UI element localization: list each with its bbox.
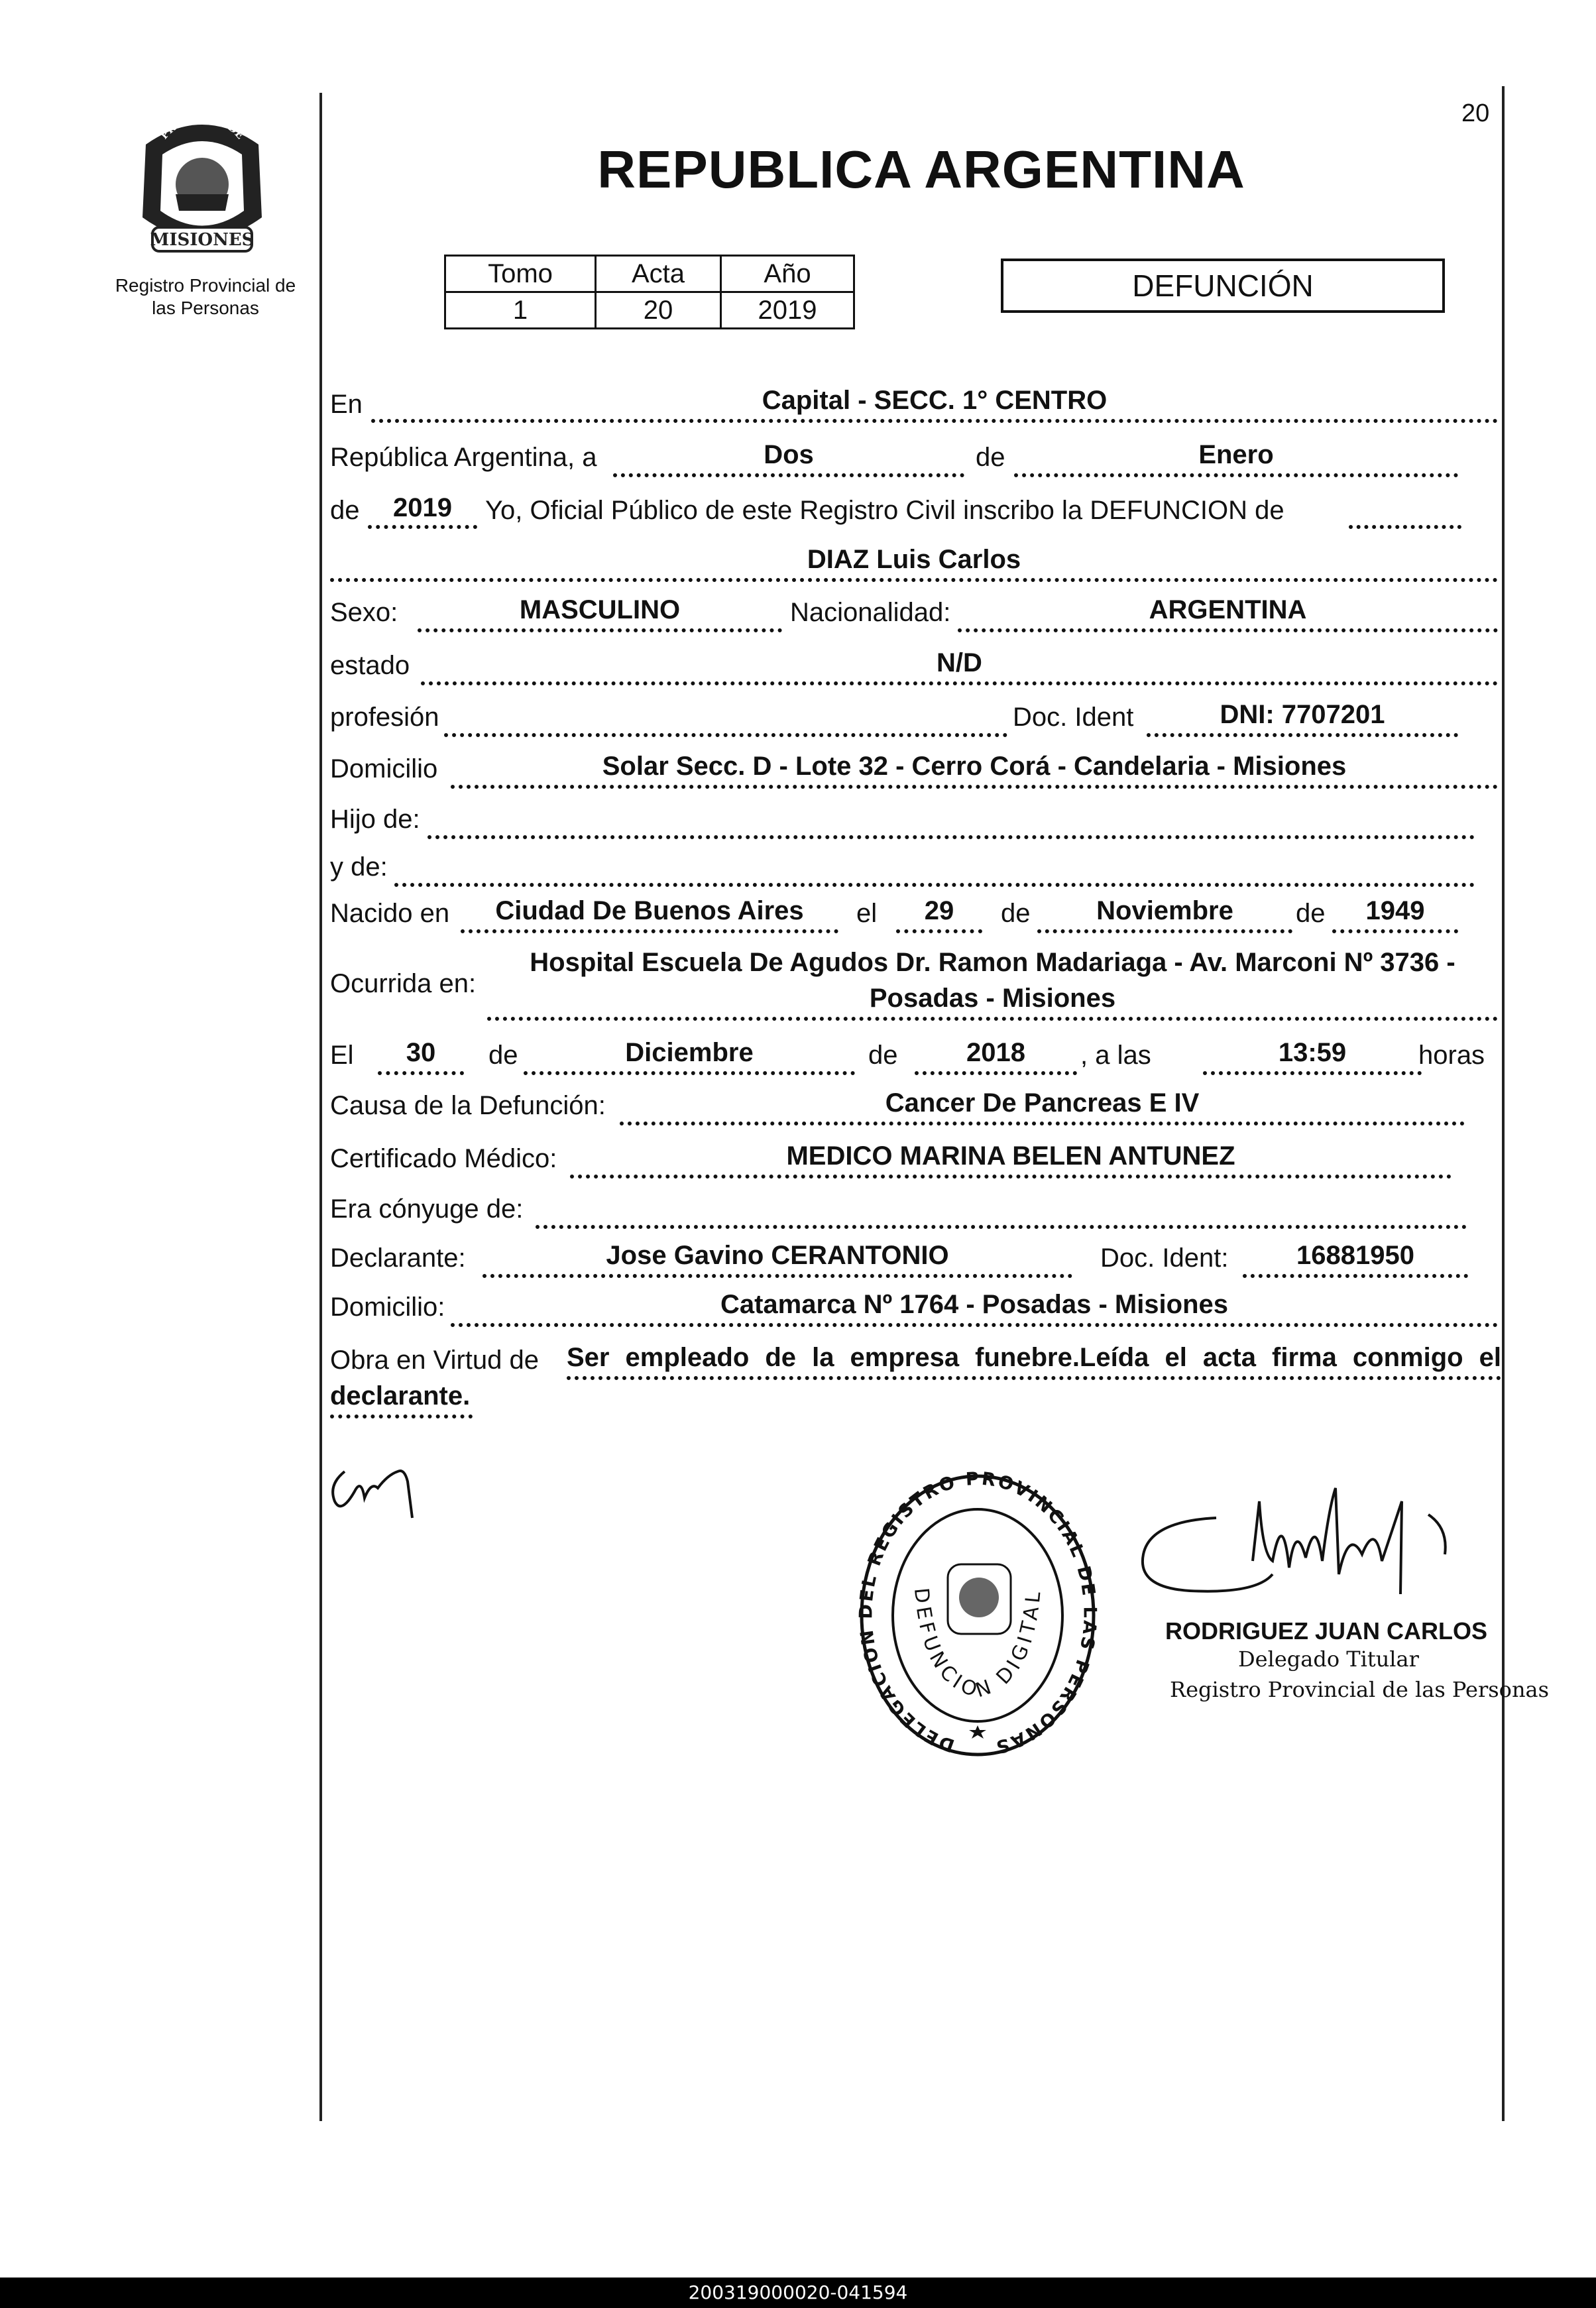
- declarant-signature: [325, 1452, 437, 1525]
- label-profesion: profesión: [330, 703, 439, 732]
- death-day: 30: [406, 1038, 436, 1067]
- svg-text:MISIONES: MISIONES: [150, 230, 255, 250]
- right-margin-rule: [1502, 86, 1505, 2121]
- dotted-line: [461, 929, 838, 933]
- dotted-line: [915, 1071, 1077, 1075]
- label-sexo: Sexo:: [330, 598, 398, 627]
- dotted-line: [1332, 929, 1458, 933]
- label-el: El: [330, 1041, 354, 1070]
- svg-text:DELEGACION DEL REGISTRO PROVIN: DELEGACION DEL REGISTRO PROVINCIAL DE LAS PERSONAS: [856, 1468, 1100, 1758]
- dotted-line: [421, 681, 1498, 685]
- label-doc-ident: Doc. Ident: [1013, 703, 1134, 732]
- official-signature: [1137, 1481, 1481, 1614]
- birth-year: 1949: [1365, 896, 1425, 925]
- dotted-line: [1349, 525, 1461, 529]
- label-certificado: Certificado Médico:: [330, 1144, 557, 1173]
- label-de: de: [868, 1041, 898, 1070]
- label-ocurrida-en: Ocurrida en:: [330, 969, 477, 998]
- registration-month: Enero: [1198, 440, 1274, 469]
- dotted-line: [896, 929, 982, 933]
- dotted-line: [1147, 733, 1458, 737]
- signatory-name: RODRIGUEZ JUAN CARLOS: [1165, 1617, 1488, 1644]
- label-doc-ident: Doc. Ident:: [1100, 1243, 1229, 1273]
- label-nacionalidad: Nacionalidad:: [790, 598, 951, 627]
- org-name-line1: Registro Provincial de: [115, 275, 296, 296]
- registration-day: Dos: [764, 440, 814, 469]
- declarant-doc: 16881950: [1296, 1241, 1414, 1270]
- dotted-line: [418, 628, 782, 632]
- place-value: Capital - SECC. 1° CENTRO: [762, 386, 1108, 415]
- label-causa: Causa de la Defunción:: [330, 1091, 606, 1120]
- dotted-line: [524, 1071, 855, 1075]
- death-month: Diciembre: [625, 1038, 754, 1067]
- org-name: [99, 274, 312, 319]
- dotted-line: [567, 1376, 1501, 1380]
- label-en: En: [330, 390, 363, 419]
- svg-text:DEFUNCION DIGITAL: DEFUNCION DIGITAL: [909, 1586, 1046, 1703]
- dotted-line: [487, 1017, 1498, 1021]
- declarant-address: Catamarca Nº 1764 - Posadas - Misiones: [720, 1290, 1229, 1319]
- death-place-line2: Posadas - Misiones: [869, 984, 1116, 1013]
- dotted-line: [330, 1414, 473, 1418]
- label-domicilio: Domicilio:: [330, 1293, 445, 1322]
- dotted-line: [330, 578, 1498, 582]
- page-title: REPUBLICA ARGENTINA: [597, 140, 1245, 199]
- record-id-table: [444, 255, 855, 329]
- cause-of-death: Cancer De Pancreas E IV: [885, 1088, 1200, 1118]
- death-place-line1: Hospital Escuela De Agudos Dr. Ramon Madariaga - Av. Marconi Nº 3736 -: [530, 948, 1455, 977]
- dotted-line: [1203, 1071, 1422, 1075]
- dotted-line: [536, 1225, 1467, 1229]
- dotted-line: [570, 1175, 1452, 1179]
- label-domicilio: Domicilio: [330, 754, 438, 783]
- signatory-role: Delegado Titular: [1238, 1646, 1419, 1672]
- left-margin-rule: [319, 93, 322, 2121]
- anio-value: 2019: [721, 292, 854, 329]
- civil-status-value: N/D: [937, 648, 982, 677]
- org-name-line2: las Personas: [152, 298, 259, 318]
- col-header-acta: Acta: [596, 256, 721, 292]
- col-header-anio: Año: [721, 256, 854, 292]
- sex-value: MASCULINO: [519, 595, 681, 624]
- acta-value: 20: [596, 292, 721, 329]
- label-horas: horas: [1418, 1041, 1485, 1070]
- dotted-line: [368, 525, 477, 529]
- label-nacido-en: Nacido en: [330, 899, 450, 928]
- dotted-line: [378, 1071, 464, 1075]
- label-conyuge: Era cónyuge de:: [330, 1194, 524, 1224]
- dotted-line: [958, 628, 1498, 632]
- dotted-line: [483, 1274, 1072, 1278]
- dotted-line: [613, 473, 964, 477]
- label-a-las: , a las: [1080, 1041, 1151, 1070]
- birth-day: 29: [924, 896, 954, 925]
- dotted-line: [394, 883, 1475, 887]
- tomo-value: 1: [445, 292, 596, 329]
- nationality-value: ARGENTINA: [1149, 595, 1307, 624]
- registration-year: 2019: [393, 493, 452, 522]
- label-republica: República Argentina, a: [330, 443, 597, 472]
- death-year: 2018: [966, 1038, 1025, 1067]
- label-de: de: [330, 496, 360, 525]
- label-declarante: Declarante:: [330, 1243, 466, 1273]
- dotted-line: [1243, 1274, 1468, 1278]
- record-type-box: DEFUNCIÓN: [1001, 259, 1445, 313]
- dotted-line: [451, 1323, 1498, 1327]
- label-el: el: [856, 899, 878, 928]
- dotted-line: [444, 733, 1007, 737]
- col-header-tomo: Tomo: [445, 256, 596, 292]
- dotted-line: [451, 785, 1498, 789]
- label-de: de: [1001, 899, 1031, 928]
- dotted-line: [1037, 929, 1292, 933]
- label-estado: estado: [330, 651, 410, 680]
- address-value: Solar Secc. D - Lote 32 - Cerro Corá - Candelaria - Misiones: [602, 752, 1347, 781]
- province-logo: [126, 105, 278, 264]
- label-oficial-statement: Yo, Oficial Público de este Registro Civil inscribo la DEFUNCION de: [485, 496, 1284, 525]
- label-obra: Obra en Virtud de: [330, 1346, 540, 1375]
- dotted-line: [1014, 473, 1458, 477]
- label-y-de: y de:: [330, 852, 388, 882]
- dotted-line: [371, 419, 1498, 423]
- svg-text:PROVINCIA DE: PROVINCIA DE: [158, 111, 247, 142]
- label-de: de: [488, 1041, 518, 1070]
- label-hijo-de: Hijo de:: [330, 805, 420, 834]
- birthplace-value: Ciudad De Buenos Aires: [495, 896, 804, 925]
- document-code: 200319000020-041594: [0, 2278, 1596, 2308]
- reason-line2: declarante.: [330, 1381, 471, 1411]
- dotted-line: [428, 835, 1475, 839]
- official-stamp: [855, 1468, 1100, 1766]
- signatory-org: Registro Provincial de las Personas: [1170, 1677, 1550, 1702]
- death-time: 13:59: [1278, 1038, 1347, 1067]
- reason-line1: Ser empleado de la empresa funebre.Leída el acta firma conmigo el: [567, 1343, 1501, 1372]
- birth-month: Noviembre: [1096, 896, 1233, 925]
- declarant-name: Jose Gavino CERANTONIO: [606, 1241, 949, 1270]
- dotted-line: [620, 1122, 1465, 1125]
- deceased-name: DIAZ Luis Carlos: [807, 545, 1021, 574]
- medical-certificate: MEDICO MARINA BELEN ANTUNEZ: [786, 1141, 1235, 1171]
- label-de: de: [1296, 899, 1326, 928]
- dni-value: DNI: 7707201: [1220, 700, 1385, 729]
- page-number: 20: [1461, 99, 1490, 127]
- label-de: de: [976, 443, 1005, 472]
